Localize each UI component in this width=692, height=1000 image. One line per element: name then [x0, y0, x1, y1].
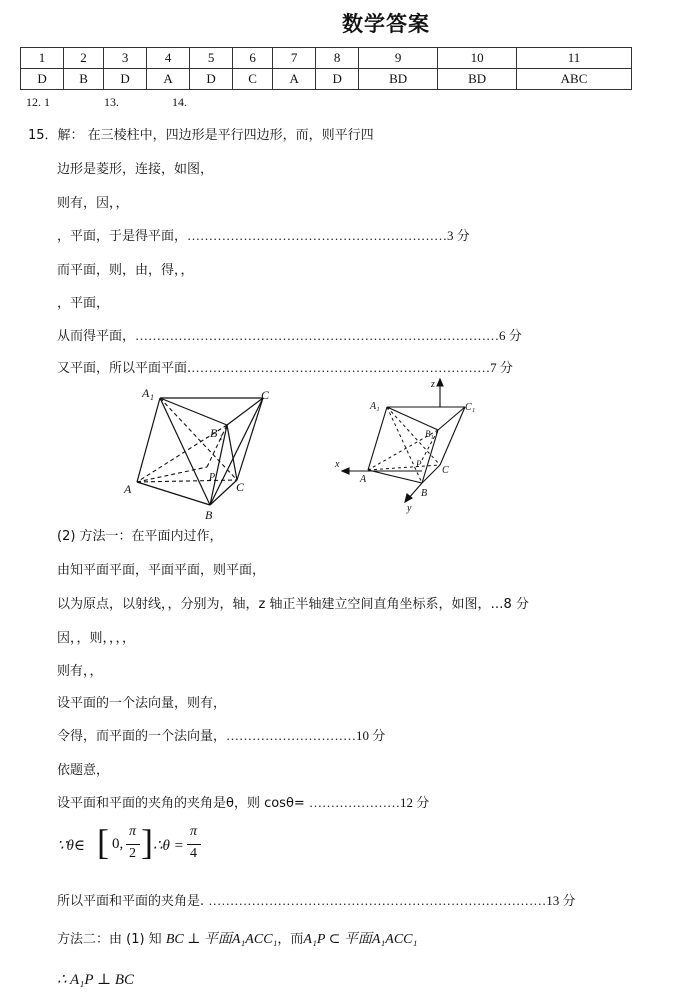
table-cell: 7 [273, 48, 316, 69]
table-cell: C [233, 69, 273, 90]
solution-line [57, 792, 429, 811]
label-c: C [442, 465, 449, 476]
prism-figure [120, 385, 290, 525]
formula-part: ∵θ∈ [57, 838, 86, 854]
label-b1: B₁ [425, 429, 434, 439]
line-text: ，平面，于是得平面， [57, 229, 188, 244]
edge-c-cb [237, 398, 263, 480]
label-p: P [416, 459, 422, 469]
label-c: C [261, 388, 270, 402]
label-y: y [407, 503, 412, 514]
label-b: B [421, 488, 428, 499]
solution-line: 由知平面平面，平面平面，则平面， [57, 563, 266, 578]
x-arrow [342, 468, 349, 474]
line-text: 设平面和平面的夹角的夹角是θ，则 cosθ= [57, 796, 305, 811]
solution-line [57, 225, 470, 244]
edge-a1-b1 [160, 398, 227, 425]
label-a1: A₁ [370, 401, 380, 412]
table-cell: 1 [21, 48, 64, 69]
edge-c1-b1 [438, 407, 465, 430]
line-text: ，而 [277, 932, 304, 947]
solution-line [57, 325, 522, 344]
formula-part: ∴θ = [153, 838, 184, 854]
formula-part: BC ⊥ 平面A₁ACC₁ [165, 932, 278, 947]
solution-line: (2) 方法一：在平面内过作， [57, 529, 223, 544]
fraction-den: 2 [129, 846, 136, 861]
solution-line: 15．解： 在三棱柱中，四边形是平行四边形，而，则平行四 [28, 128, 374, 143]
solution-line: 而平面，则，由，得，， [57, 263, 194, 278]
label-b: B [205, 508, 213, 522]
page-title: 数学答案 [342, 12, 430, 36]
label-b1: B [210, 426, 218, 440]
hidden-edge-a1-b [387, 407, 422, 483]
fraction-num: π [190, 824, 198, 839]
hidden-edge-a-p [137, 467, 207, 482]
table-cell: 6 [233, 48, 273, 69]
q13-answer: 13. [104, 95, 119, 109]
formula-part: A₁P ⊂ 平面A₁ACC₁ [303, 932, 418, 947]
table-cell: 11 [517, 48, 632, 69]
table-cell: BD [359, 69, 438, 90]
solution-line [57, 357, 513, 376]
line-text: 令得，而平面的一个法向量， [57, 729, 227, 744]
q14-answer: 14. [172, 95, 187, 109]
table-cell: A [273, 69, 316, 90]
label-a1: A [142, 386, 150, 400]
solution-line: 以为原点，以射线，，分别为，轴，z 轴正半轴建立空间直角坐标系，如图，…8 分 [57, 597, 529, 612]
fraction-bar [187, 844, 201, 845]
label-c1: C₁ [465, 402, 476, 413]
label-c-bottom: C [236, 480, 245, 494]
table-cell: 9 [359, 48, 438, 69]
edge-c1-c [440, 407, 465, 465]
fraction-bar [126, 844, 140, 845]
edge-a1-b1 [387, 407, 438, 430]
table-cell: A [147, 69, 190, 90]
bracket-right: ] [141, 822, 153, 862]
score-dots: ……………………………………………………3 分 [187, 228, 470, 243]
solution-line: 则有，因，， [57, 196, 129, 211]
table-cell: D [104, 69, 147, 90]
fraction-den: 4 [190, 846, 197, 861]
solution-line [57, 725, 385, 744]
table-cell: 3 [104, 48, 147, 69]
score-dots: …………………………………………………………………………6 分 [135, 328, 522, 343]
label-a: A [124, 482, 132, 496]
line-text: 从而得平面， [57, 329, 136, 344]
solution-line [57, 970, 134, 989]
line-text: 方法二：由 (1) 知 [57, 932, 162, 947]
table-cell: 8 [316, 48, 359, 69]
coordinate-figure [330, 375, 490, 515]
formula-part: 0, [112, 836, 124, 852]
hidden-edge-a1-cb [160, 398, 237, 480]
table-cell: 4 [147, 48, 190, 69]
line-text: 又平面，所以平面平面. [57, 361, 192, 376]
score-dots: …………………………10 分 [226, 728, 386, 743]
solution-line: 因，，则，，，， [57, 631, 136, 646]
edge-c-b1 [227, 398, 263, 425]
answer-table-answer-row [21, 69, 632, 90]
edge-a-b [137, 482, 210, 505]
edge-a1-a [137, 398, 160, 482]
table-cell: 2 [64, 48, 104, 69]
solution-line: 则有，， [57, 664, 103, 679]
edge-a-b [368, 470, 422, 483]
label-b1-sub: 1 [219, 433, 223, 442]
q12-answer: 12. 1 [26, 95, 50, 109]
solution-line [57, 928, 417, 948]
line-text: 所以平面和平面的夹角是. [57, 894, 205, 909]
fill-blank-answers [26, 95, 187, 110]
table-cell: 10 [438, 48, 517, 69]
solution-line [57, 890, 576, 909]
formula-part: ∴ A₁P ⊥ BC [57, 972, 135, 988]
label-a1-sub: 1 [150, 393, 154, 402]
table-cell: ABC [517, 69, 632, 90]
label-z: z [431, 379, 435, 390]
score-dots: …………………12 分 [308, 795, 430, 810]
answer-table [20, 47, 632, 90]
table-cell: D [190, 69, 233, 90]
bracket-left: [ [97, 822, 109, 862]
hidden-edge-a-c [368, 465, 440, 470]
table-cell: B [64, 69, 104, 90]
solution-line: 设平面的一个法向量，则有， [57, 696, 227, 711]
score-dots: ……………………………………………………………7 分 [191, 360, 513, 375]
table-cell: 5 [190, 48, 233, 69]
answer-table-number-row [21, 48, 632, 69]
solution-line: 边形是菱形，连接，如图， [57, 162, 214, 177]
solution-line: 依题意， [57, 763, 110, 778]
table-cell: BD [438, 69, 517, 90]
z-arrow [437, 379, 443, 386]
solution-line: ，平面， [57, 296, 110, 311]
table-cell: D [316, 69, 359, 90]
score-dots: ……………………………………………………………………13 分 [208, 893, 576, 908]
fraction-num: π [129, 824, 137, 839]
table-cell: D [21, 69, 64, 90]
label-p: P [209, 472, 216, 483]
label-a: A [360, 474, 367, 485]
label-x: x [335, 459, 340, 470]
